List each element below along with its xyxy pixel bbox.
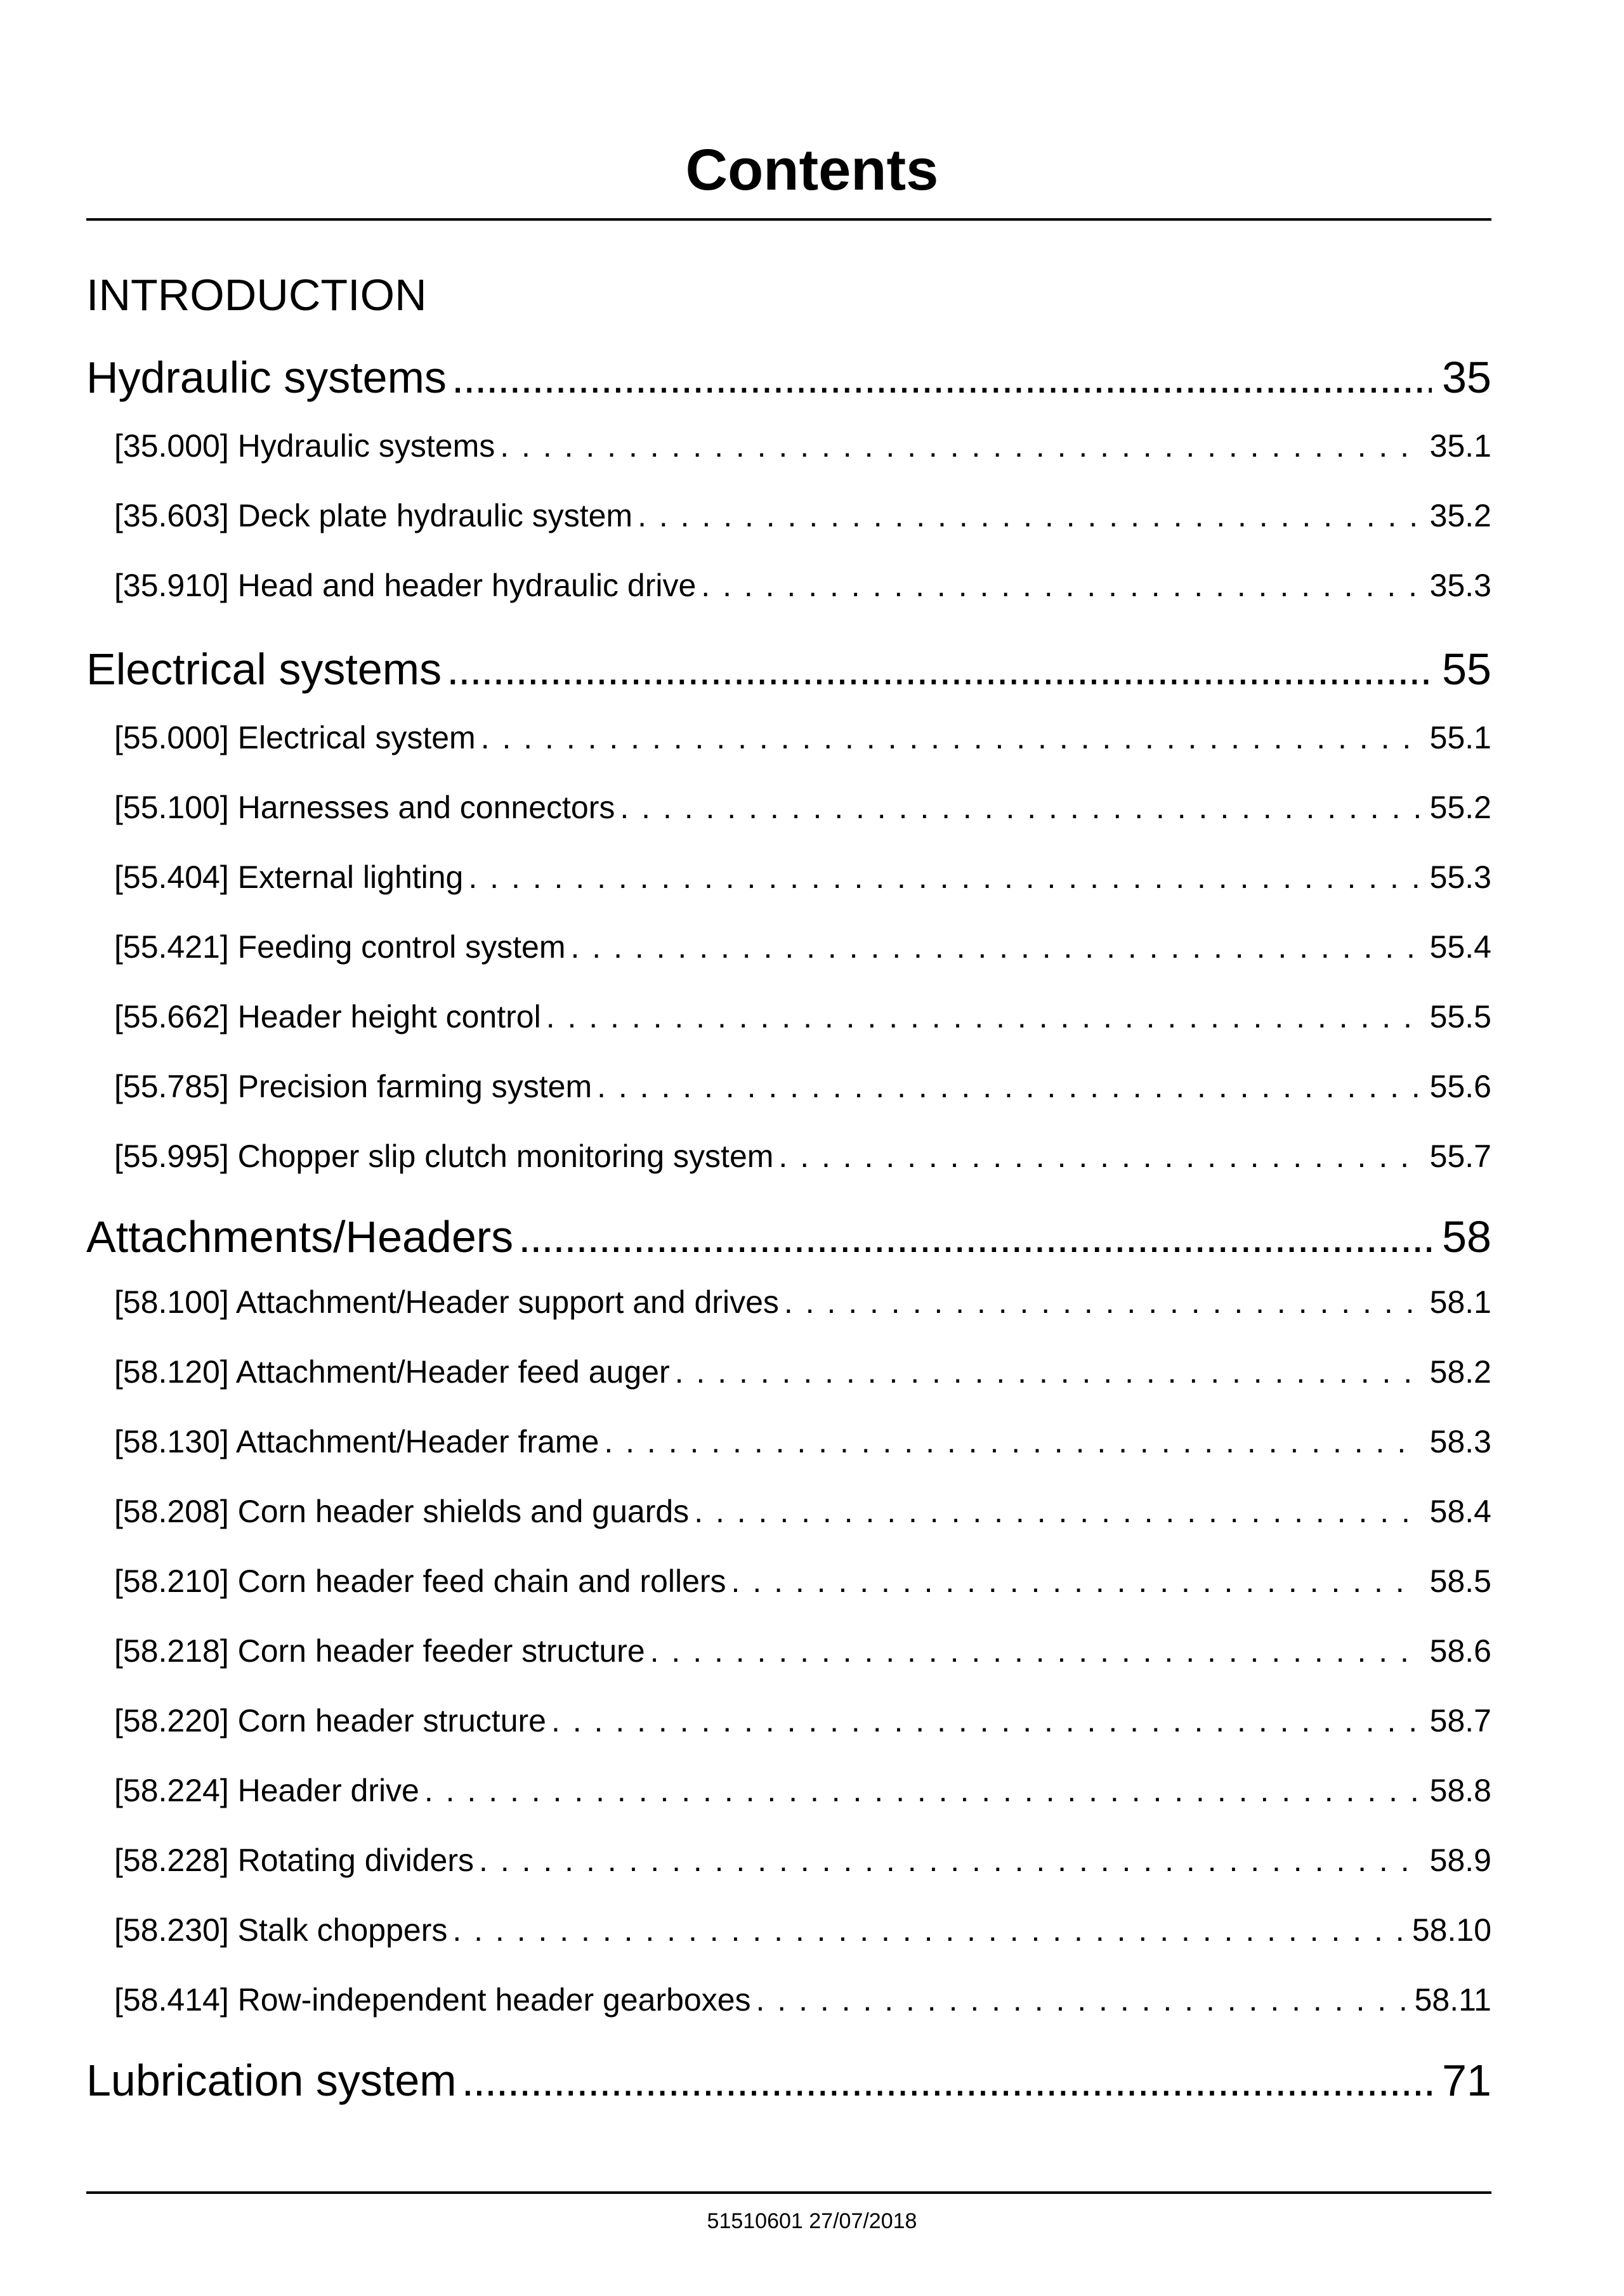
toc-section-entry[interactable] [114,786,1491,828]
toc-entry-page-number: 35.3 [1429,568,1491,603]
dot-leader [571,926,1420,968]
header-divider [86,218,1491,221]
dot-leader [452,1909,1403,1951]
toc-entry-label: [55.100] Harnesses and connectors [114,790,615,825]
toc-entry-label: [55.000] Electrical system [114,720,476,755]
toc-entry-label: [35.603] Deck plate hydraulic system [114,498,633,533]
toc-entry-label: [55.785] Precision farming system [114,1069,593,1104]
toc-entry-page-number: 35.1 [1429,428,1491,464]
dot-leader [638,495,1419,537]
dot-leader [731,1560,1419,1602]
toc-section-entry[interactable] [114,495,1491,537]
toc-entry-page-number: 55.2 [1429,790,1491,825]
toc-entry-label: [55.662] Header height control [114,999,541,1034]
dot-leader [462,2052,1432,2109]
toc-entry-page-number: 58.11 [1414,1982,1491,2018]
toc-section-entry[interactable] [114,1909,1491,1951]
dot-leader [756,1979,1406,2021]
toc-entry-page-number: 58.9 [1429,1843,1491,1878]
toc-entry-label: [55.404] External lighting [114,859,464,895]
toc-entry-label: Attachments/Headers [86,1212,514,1262]
toc-section-entry[interactable] [114,1770,1491,1811]
toc-section-entry[interactable] [114,1490,1491,1532]
dot-leader [650,1630,1419,1672]
document-footer: 51510601 27/07/2018 [707,2209,917,2233]
toc-entry-page-number: 58.7 [1429,1703,1491,1738]
dot-leader [620,786,1419,828]
toc-entry-label: [58.210] Corn header feed chain and rollers [114,1563,726,1599]
toc-entry-page-number: 58.6 [1429,1633,1491,1669]
dot-leader [604,1421,1419,1463]
toc-entry-page-number: 55.1 [1429,720,1491,755]
toc-section-entry[interactable] [114,1135,1491,1177]
toc-entry-label: Electrical systems [86,644,442,694]
dot-leader [500,425,1419,467]
dot-leader [546,996,1419,1038]
toc-entry-page-number: 58.8 [1429,1773,1491,1808]
dot-leader [447,641,1432,698]
toc-entry-page-number: 55.5 [1429,999,1491,1034]
toc-section-entry[interactable] [114,1281,1491,1323]
toc-entry-page-number: 58.4 [1429,1494,1491,1529]
toc-entry-page-number: 58.2 [1429,1354,1491,1390]
dot-leader [518,1208,1432,1265]
toc-entry-label: [58.218] Corn header feeder structure [114,1633,645,1669]
footer-divider [86,2191,1491,2194]
dot-leader [468,856,1419,898]
toc-section-entry[interactable] [114,1839,1491,1881]
toc-entry-label: [58.100] Attachment/Header support and drives [114,1284,779,1320]
toc-section-entry[interactable] [114,1066,1491,1107]
toc-chapter-entry[interactable] [86,2052,1491,2109]
toc-section-entry[interactable] [114,926,1491,968]
toc-entry-page-number: 55.6 [1429,1069,1491,1104]
toc-entry-label: Hydraulic systems [86,353,447,402]
toc-entry-page-number: 55.4 [1429,929,1491,965]
toc-entry-label: [58.120] Attachment/Header feed auger [114,1354,670,1390]
toc-section-entry[interactable] [114,564,1491,606]
toc-entry-page-number: 58 [1442,1212,1491,1262]
toc-entry-page-number: 35 [1442,353,1491,402]
dot-leader [694,1490,1419,1532]
toc-entry-label: [58.208] Corn header shields and guards [114,1494,690,1529]
toc-entry-label: [58.414] Row-independent header gearboxes [114,1982,751,2018]
toc-section-entry[interactable] [114,1421,1491,1463]
toc-entry-label: [55.421] Feeding control system [114,929,566,965]
toc-section-entry[interactable] [114,1630,1491,1672]
toc-entry-page-number: 55.7 [1429,1138,1491,1174]
toc-entry-label: [35.910] Head and header hydraulic drive [114,568,697,603]
toc-chapter-entry[interactable] [86,1208,1491,1265]
dot-leader [784,1281,1419,1323]
toc-section-entry[interactable] [114,1979,1491,2021]
toc-section-entry[interactable] [114,996,1491,1038]
toc-section-entry[interactable] [114,717,1491,759]
toc-section-entry[interactable] [114,1351,1491,1393]
toc-entry-label: [35.000] Hydraulic systems [114,428,495,464]
dot-leader [424,1770,1419,1811]
toc-entry-page-number: 58.3 [1429,1424,1491,1459]
dot-leader [675,1351,1419,1393]
toc-entry-page-number: 58.10 [1411,1912,1491,1948]
toc-chapter-entry[interactable] [86,641,1491,698]
introduction-heading: INTRODUCTION [86,270,427,320]
toc-entry-label: [58.130] Attachment/Header frame [114,1424,599,1459]
dot-leader [597,1066,1419,1107]
toc-entry-label: Lubrication system [86,2056,457,2105]
toc-entry-label: [58.224] Header drive [114,1773,419,1808]
toc-entry-page-number: 71 [1442,2056,1491,2105]
toc-entry-page-number: 58.1 [1429,1284,1491,1320]
toc-entry-label: [55.995] Chopper slip clutch monitoring system [114,1138,774,1174]
dot-leader [481,717,1419,759]
toc-section-entry[interactable] [114,425,1491,467]
dot-leader [479,1839,1419,1881]
toc-section-entry[interactable] [114,1560,1491,1602]
toc-entry-page-number: 58.5 [1429,1563,1491,1599]
toc-entry-page-number: 55 [1442,644,1491,694]
toc-section-entry[interactable] [114,856,1491,898]
dot-leader [551,1700,1419,1742]
page-title: Contents [685,138,939,202]
toc-entry-label: [58.228] Rotating dividers [114,1843,475,1878]
dot-leader [701,564,1419,606]
dot-leader [452,349,1432,406]
toc-section-entry[interactable] [114,1700,1491,1742]
toc-entry-label: [58.220] Corn header structure [114,1703,546,1738]
dot-leader [778,1135,1419,1177]
toc-entry-label: [58.230] Stalk choppers [114,1912,448,1948]
toc-entry-page-number: 55.3 [1429,859,1491,895]
toc-entry-page-number: 35.2 [1429,498,1491,533]
toc-chapter-entry[interactable] [86,349,1491,406]
